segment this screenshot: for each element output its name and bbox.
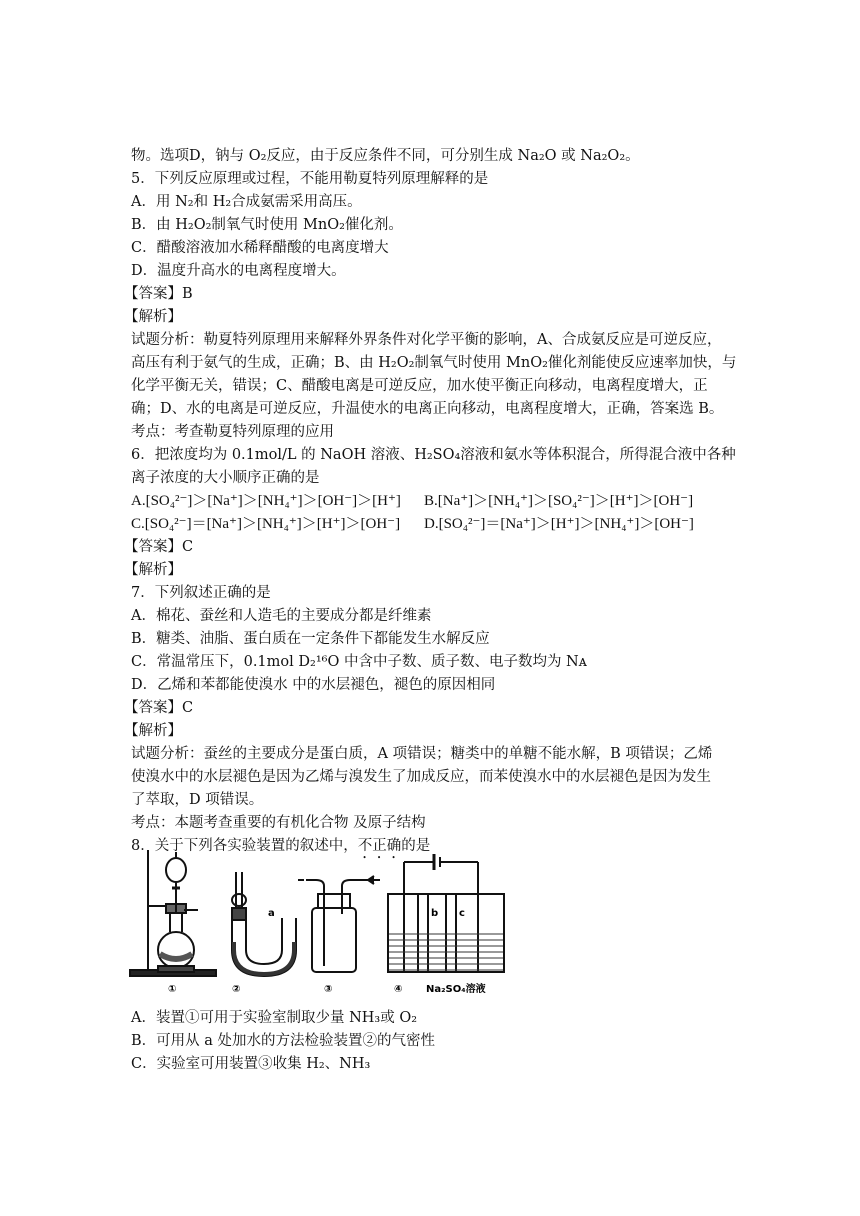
analysis-5-line: 试题分析：勒夏特列原理用来解释外界条件对化学平衡的影响，A、合成氨反应是可逆反应， — [131, 332, 722, 348]
apparatus-label-2: ② — [232, 984, 241, 995]
option-6c: C.[SO₄²⁻]＝[Na⁺]＞[NH₄⁺]＞[H⁺]＞[OH⁻] — [131, 516, 401, 532]
option-5d: D．温度升高水的电离程度增大。 — [131, 263, 346, 279]
analysis-5-line: 确；D、水的电离是可逆反应，升温使水的电离正向移动，电离程度增大，正确，答案选 B。 — [131, 401, 724, 417]
apparatus-label-1: ① — [168, 984, 177, 995]
electrode-label-c: c — [459, 908, 465, 919]
option-6d: D.[SO₄²⁻]＝[Na⁺]＞[H⁺]＞[NH₄⁺]＞[OH⁻] — [424, 516, 694, 532]
analysis-heading-7: 【解析】 — [124, 723, 182, 739]
apparatus-4-electrolysis-cell — [388, 854, 504, 972]
option-5a: A．用 N₂和 H₂合成氨需采用高压。 — [131, 194, 362, 210]
knowledge-point-5: 考点：考查勒夏特列原理的应用 — [131, 424, 334, 440]
text-line: 物。选项D，钠与 O₂反应，由于反应条件不同，可分别生成 Na₂O 或 Na₂O₂。 — [131, 148, 640, 164]
analysis-7-line: 使溴水中的水层褪色是因为乙烯与溴发生了加成反应，而苯使溴水中的水层褪色是因为发生 — [131, 769, 711, 785]
option-7c: C．常温常压下，0.1mol D₂¹⁶O 中含中子数、质子数、电子数均为 Nᴀ — [131, 654, 587, 670]
question-8-stem-pre: 8．关于下列各实验装置的叙述中， — [131, 838, 358, 854]
option-8a: A．装置①可用于实验室制取少量 NH₃或 O₂ — [131, 1010, 418, 1026]
option-7d: D．乙烯和苯都能使溴水 中的水层褪色，褪色的原因相同 — [131, 677, 496, 693]
analysis-5-line: 高压有利于氨气的生成，正确；B、由 H₂O₂制氧气时使用 MnO₂催化剂能使反应速率加快，与 — [131, 355, 737, 371]
option-8c: C．实验室可用装置③收集 H₂、NH₃ — [131, 1056, 371, 1072]
answer-7: 【答案】C — [124, 700, 194, 716]
analysis-7-line: 试题分析：蚕丝的主要成分是蛋白质，A 项错误；糖类中的单糖不能水解，B 项错误；乙烯 — [131, 746, 713, 762]
analysis-heading-5: 【解析】 — [124, 309, 182, 325]
option-6b: B.[Na⁺]＞[NH₄⁺]＞[SO₄²⁻]＞[H⁺]＞[OH⁻] — [424, 493, 694, 509]
option-5c: C．醋酸溶液加水稀释醋酸的电离度增大 — [131, 240, 389, 256]
analysis-5-line: 化学平衡无关，错误；C、醋酸电离是可逆反应，加水使平衡正向移动，电离程度增大，正 — [131, 378, 708, 394]
option-7a: A．棉花、蚕丝和人造毛的主要成分都是纤维素 — [131, 608, 432, 624]
apparatus-1-flask-setup — [130, 850, 216, 976]
emphasized-not-correct: 不正确 — [357, 838, 402, 854]
option-5b: B．由 H₂O₂制氧气时使用 MnO₂催化剂。 — [131, 217, 403, 233]
question-6-stem: 6．把浓度均为 0.1mol/L 的 NaOH 溶液、H₂SO₄溶液和氨水等体积混合，所得混合液中各种 — [131, 447, 736, 463]
answer-5: 【答案】B — [124, 286, 193, 302]
question-6-stem-cont: 离子浓度的大小顺序正确的是 — [131, 470, 320, 486]
apparatus-label-3: ③ — [324, 984, 333, 995]
option-7b: B．糖类、油脂、蛋白质在一定条件下都能发生水解反应 — [131, 631, 490, 647]
apparatus-3-bottle — [298, 876, 380, 972]
knowledge-point-7: 考点：本题考查重要的有机化合物 及原子结构 — [131, 815, 426, 831]
analysis-heading-6: 【解析】 — [124, 562, 182, 578]
question-7-stem: 7．下列叙述正确的是 — [131, 585, 271, 601]
apparatus-2-u-tube — [232, 872, 296, 976]
apparatus-figure — [128, 846, 508, 1002]
apparatus-label-4: ④ — [394, 984, 403, 995]
option-6a: A.[SO₄²⁻]＞[Na⁺]＞[NH₄⁺]＞[OH⁻]＞[H⁺] — [131, 493, 401, 509]
question-8-stem-post: 的是 — [401, 838, 431, 854]
tube-mark-a: a — [268, 908, 275, 919]
question-5-stem: 5．下列反应原理或过程，不能用勒夏特列原理解释的是 — [131, 171, 489, 187]
analysis-7-line: 了萃取，D 项错误。 — [131, 792, 264, 808]
electrode-label-b: b — [431, 908, 439, 919]
option-8b: B．可用从 a 处加水的方法检验装置②的气密性 — [131, 1033, 436, 1049]
answer-6: 【答案】C — [124, 539, 194, 555]
solution-label: Na₂SO₄溶液 — [426, 984, 486, 995]
